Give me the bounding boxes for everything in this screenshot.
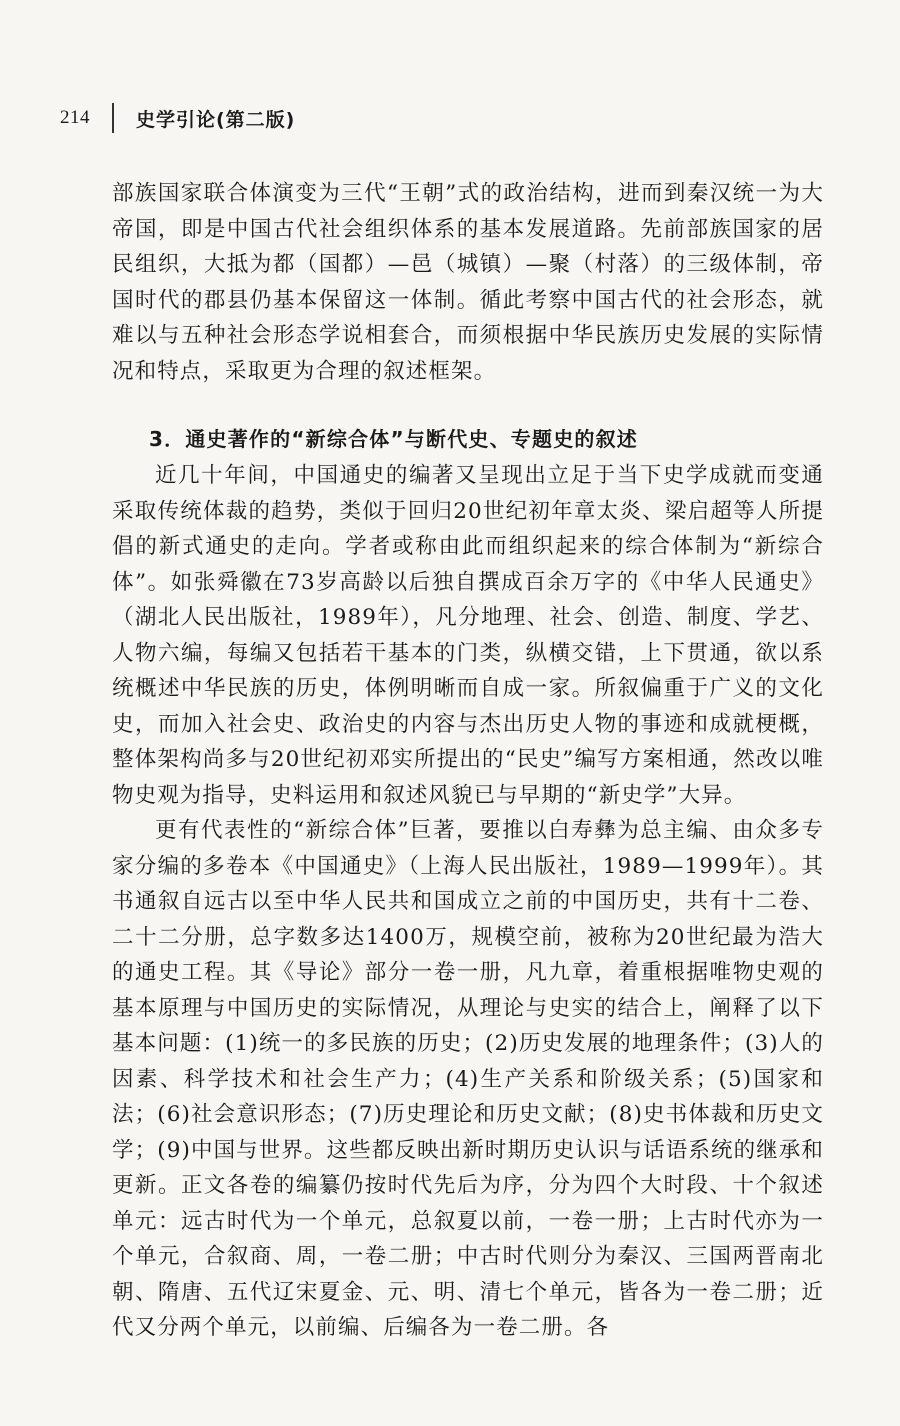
running-title: 史学引论(第二版) bbox=[136, 108, 296, 131]
body-text bbox=[112, 176, 824, 1346]
section-heading: 3．通史著作的“新综合体”与断代史、专题史的叙述 bbox=[149, 427, 639, 451]
page-number: 214 bbox=[60, 107, 90, 128]
paragraph: 部族国家联合体演变为三代“王朝”式的政治结构，进而到秦汉统一为大帝国，即是中国古代社会组织体系的基本发展道路。先前部族国家的居民组织，大抵为都（国都）—邑（城镇）—聚（村落）的三级体制，帝国时代的郡县仍基本保留这一体制。循此考察中国古代的社会形态，就难以与五种社会形态学说相套合，而须根据中华民族历史发展的实际情况和特点，采取更为合理的叙述框架。 bbox=[112, 181, 824, 384]
running-header bbox=[60, 100, 295, 136]
paragraph: 更有代表性的“新综合体”巨著，要推以白寿彝为总主编、由众多专家分编的多卷本《中国通史》（上海人民出版社，1989—1999年）。其书通叙自远古以至中华人民共和国成立之前的中国历史，共有十二卷、二十二分册，总字数多达1400万，规模空前，被称为20世纪最为浩大的通史工程。其《导论》部分一卷一册，凡九章，着重根据唯物史观的基本原理与中国历史的实际情况，从理论与史实的结合上，阐释了以下基本问题：(1)统一的多民族的历史；(2)历史发展的地理条件；(3)人的因素、科学技术和社会生产力；(4)生产关系和阶级关系；(5)国家和法；(6)社会意识形态；(7)历史理论和历史文献；(8)史书体裁和历史文学；(9)中国与世界。这些都反映出新时期历史认识与话语系统的继承和更新。正文各卷的编纂仍按时代先后为序，分为四个大时段、十个叙述单元：远古时代为一个单元，总叙夏以前，一卷一册；上古时代亦为一个单元，合叙商、周，一卷二册；中古时代则分为秦汉、三国两晋南北朝、隋唐、五代辽宋夏金、元、明、清七个单元，皆各为一卷二册；近代又分两个单元，以前编、后编各为一卷二册。各 bbox=[112, 818, 824, 1340]
header-divider bbox=[112, 103, 114, 133]
paragraph: 近几十年间，中国通史的编著又呈现出立足于当下史学成就而变通采取传统体裁的趋势，类似于回归20世纪初年章太炎、梁启超等人所提倡的新式通史的走向。学者或称由此而组织起来的综合体制为“新综合体”。如张舜徽在73岁高龄以后独自撰成百余万字的《中华人民通史》（湖北人民出版社，1989年），凡分地理、社会、创造、制度、学艺、人物六编，每编又包括若干基本的门类，纵横交错，上下贯通，欲以系统概述中华民族的历史，体例明晰而自成一家。所叙偏重于广义的文化史，而加入社会史、政治史的内容与杰出历史人物的事迹和成就梗概，整体架构尚多与20世纪初邓实所提出的“民史”编写方案相通，然改以唯物史观为指导，史料运用和叙述风貌已与早期的“新史学”大异。 bbox=[112, 463, 824, 808]
